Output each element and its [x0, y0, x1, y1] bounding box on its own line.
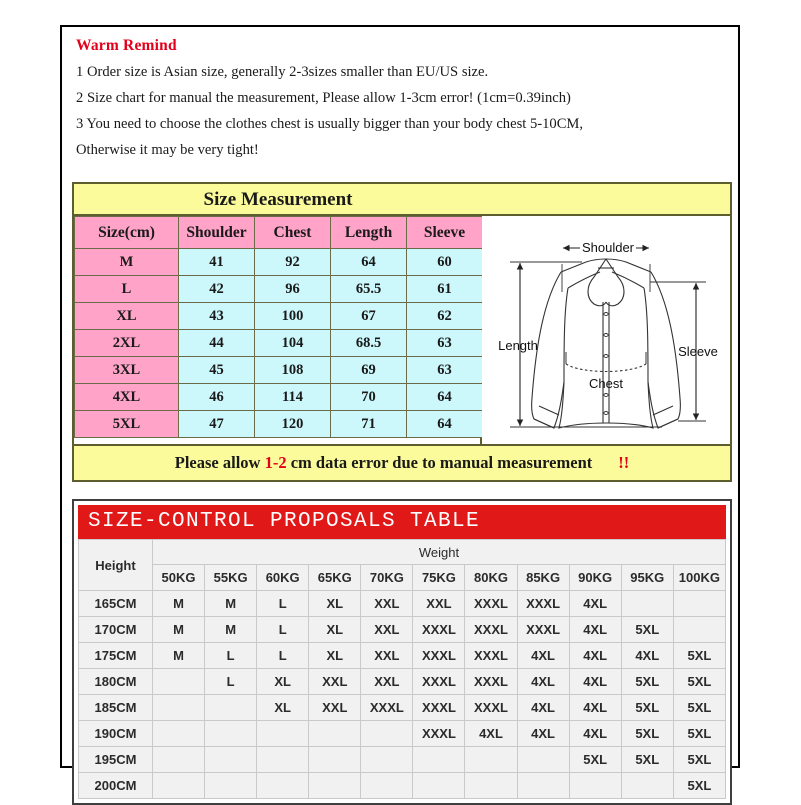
cell-size: XXL [413, 591, 465, 617]
cell-size: 5XL [569, 747, 621, 773]
cell-size: XXXL [413, 695, 465, 721]
cell-size: XXL [309, 669, 361, 695]
row-header-height: 185CM [79, 695, 153, 721]
cell-size [413, 747, 465, 773]
table-row [75, 411, 483, 438]
cell-shoulder: 41 [179, 249, 255, 276]
warm-remind-line-2: 2 Size chart for manual the measurement, Please allow 1-3cm error! (1cm=0.39inch) [76, 90, 571, 106]
header-weight-55kg: 55KG [205, 565, 257, 591]
cell-size [309, 747, 361, 773]
cell-length: 69 [331, 357, 407, 384]
table-row [79, 695, 726, 721]
cell-chest: 114 [255, 384, 331, 411]
control-header-row-kg [79, 565, 726, 591]
cell-size: 4XL [517, 721, 569, 747]
cell-size: XL [309, 617, 361, 643]
row-header-height: 175CM [79, 643, 153, 669]
table-row [79, 591, 726, 617]
column-header-chest: Chest [255, 217, 331, 249]
cell-size [673, 591, 725, 617]
header-weight: Weight [153, 540, 726, 565]
cell-size [257, 773, 309, 799]
cell-size: XXL [361, 591, 413, 617]
cell-size [621, 773, 673, 799]
cell-size [517, 773, 569, 799]
cell-length: 65.5 [331, 276, 407, 303]
table-row [79, 773, 726, 799]
cell-size [153, 773, 205, 799]
size-measurement-body [74, 216, 730, 444]
cell-size [361, 773, 413, 799]
cell-size: L [257, 591, 309, 617]
cell-size: 4XL [465, 721, 517, 747]
table-row [79, 643, 726, 669]
cell-size: L [75, 276, 179, 303]
shirt-diagram-svg [482, 216, 730, 444]
cell-size: M [205, 617, 257, 643]
cell-size: 3XL [75, 357, 179, 384]
cell-size [465, 747, 517, 773]
cell-length: 71 [331, 411, 407, 438]
cell-size: XXXL [465, 669, 517, 695]
size-measurement-table-wrap [74, 216, 482, 444]
cell-size [153, 721, 205, 747]
footer-exclamation: !! [618, 453, 630, 472]
cell-size: 4XL [517, 695, 569, 721]
column-header-sleeve: Sleeve [407, 217, 483, 249]
header-weight-70kg: 70KG [361, 565, 413, 591]
cell-size: XL [75, 303, 179, 330]
cell-size: 4XL [569, 695, 621, 721]
cell-sleeve: 63 [407, 357, 483, 384]
cell-size [413, 773, 465, 799]
cell-sleeve: 62 [407, 303, 483, 330]
cell-size: 4XL [569, 617, 621, 643]
cell-size: XL [309, 591, 361, 617]
table-row [75, 330, 483, 357]
cell-size: XXXL [413, 669, 465, 695]
cell-sleeve: 64 [407, 411, 483, 438]
column-header-length: Length [331, 217, 407, 249]
cell-size [257, 747, 309, 773]
shirt-outline [532, 259, 681, 428]
cell-size: M [153, 643, 205, 669]
cell-length: 67 [331, 303, 407, 330]
cell-chest: 100 [255, 303, 331, 330]
control-header-row-weight [79, 540, 726, 565]
header-weight-80kg: 80KG [465, 565, 517, 591]
size-measurement-body-rows [75, 249, 483, 438]
cell-shoulder: 43 [179, 303, 255, 330]
cell-size [205, 721, 257, 747]
cell-sleeve: 63 [407, 330, 483, 357]
cell-sleeve: 61 [407, 276, 483, 303]
size-control-table [78, 539, 726, 799]
size-control-banner: SIZE-CONTROL PROPOSALS TABLE [78, 505, 726, 539]
cell-size [361, 747, 413, 773]
cell-shoulder: 44 [179, 330, 255, 357]
size-measurement-block [72, 182, 732, 482]
control-table-body [79, 591, 726, 799]
shoulder-label: Shoulder [581, 240, 635, 255]
table-row [75, 276, 483, 303]
cell-size: 4XL [569, 591, 621, 617]
cell-size: M [153, 617, 205, 643]
table-row [79, 617, 726, 643]
cell-size [257, 721, 309, 747]
footer-text-after: cm data error due to manual measurement [286, 453, 593, 472]
header-weight-95kg: 95KG [621, 565, 673, 591]
cell-size [153, 747, 205, 773]
cell-shoulder: 46 [179, 384, 255, 411]
cell-size: 2XL [75, 330, 179, 357]
table-row [75, 303, 483, 330]
cell-size: 5XL [673, 669, 725, 695]
chest-measure-line [566, 364, 646, 372]
footer-text-before: Please allow [174, 453, 265, 472]
cell-size [205, 747, 257, 773]
cell-size: XXXL [465, 591, 517, 617]
cell-size: XXXL [465, 617, 517, 643]
column-header-size: Size(cm) [75, 217, 179, 249]
cell-size: 4XL [517, 669, 569, 695]
cell-size: 5XL [621, 617, 673, 643]
cell-size [361, 721, 413, 747]
cell-size: XXXL [517, 591, 569, 617]
size-control-block [72, 499, 732, 805]
cell-size: L [205, 669, 257, 695]
header-height: Height [79, 540, 153, 591]
row-header-height: 180CM [79, 669, 153, 695]
warm-remind-line-3: 3 You need to choose the clothes chest is usually bigger than your body chest 5-10CM, [76, 116, 584, 132]
cell-size: XXXL [465, 643, 517, 669]
cell-size: 4XL [569, 669, 621, 695]
table-row [75, 357, 483, 384]
cell-size: XXL [309, 695, 361, 721]
cell-size: 5XL [621, 721, 673, 747]
table-row [79, 721, 726, 747]
footer-highlight: 1-2 [264, 453, 287, 472]
cell-sleeve: 60 [407, 249, 483, 276]
header-weight-60kg: 60KG [257, 565, 309, 591]
warm-remind-block [76, 33, 726, 163]
cell-size: XXL [361, 617, 413, 643]
warm-remind-title: Warm Remind [76, 37, 177, 54]
cell-size: XXL [361, 669, 413, 695]
cell-size: 4XL [621, 643, 673, 669]
cell-size: 5XL [621, 747, 673, 773]
size-measurement-table [74, 216, 483, 438]
cell-size: M [153, 591, 205, 617]
length-label: Length [498, 338, 538, 353]
cell-size [309, 773, 361, 799]
cell-size [153, 695, 205, 721]
cell-length: 70 [331, 384, 407, 411]
cell-size: 5XL [673, 643, 725, 669]
cell-size: 4XL [75, 384, 179, 411]
cell-size [621, 591, 673, 617]
table-header-row [75, 217, 483, 249]
cell-shoulder: 47 [179, 411, 255, 438]
column-header-shoulder: Shoulder [179, 217, 255, 249]
cell-size: XL [257, 695, 309, 721]
outer-frame [60, 25, 740, 793]
row-header-height: 200CM [79, 773, 153, 799]
cell-size: XL [309, 643, 361, 669]
warm-remind-line-4: Otherwise it may be very tight! [76, 142, 259, 158]
chest-label: Chest [589, 376, 623, 391]
cell-chest: 96 [255, 276, 331, 303]
cell-size [205, 773, 257, 799]
table-row [79, 669, 726, 695]
cell-size: L [257, 617, 309, 643]
table-row [75, 384, 483, 411]
cell-size: 5XL [621, 669, 673, 695]
header-weight-90kg: 90KG [569, 565, 621, 591]
cell-size [309, 721, 361, 747]
cell-size [153, 669, 205, 695]
cell-size [517, 747, 569, 773]
cell-size [673, 617, 725, 643]
cell-chest: 108 [255, 357, 331, 384]
size-measurement-title: Size Measurement [74, 184, 730, 216]
cell-size [465, 773, 517, 799]
shirt-measurement-diagram [482, 216, 730, 444]
sleeve-label: Sleeve [678, 344, 718, 359]
table-row [75, 249, 483, 276]
cell-size: XXXL [361, 695, 413, 721]
cell-size: XXXL [413, 643, 465, 669]
cell-size: L [205, 643, 257, 669]
cell-size: 5XL [75, 411, 179, 438]
table-row [79, 747, 726, 773]
cell-shoulder: 42 [179, 276, 255, 303]
cell-size [569, 773, 621, 799]
cell-size: 5XL [673, 721, 725, 747]
header-weight-85kg: 85KG [517, 565, 569, 591]
cell-size: M [75, 249, 179, 276]
cell-size [205, 695, 257, 721]
header-weight-65kg: 65KG [309, 565, 361, 591]
cell-chest: 104 [255, 330, 331, 357]
cell-length: 64 [331, 249, 407, 276]
warm-remind-line-1: 1 Order size is Asian size, generally 2-3sizes smaller than EU/US size. [76, 64, 489, 80]
cell-size: XXXL [517, 617, 569, 643]
header-weight-100kg: 100KG [673, 565, 725, 591]
cell-size: 5XL [673, 747, 725, 773]
row-header-height: 165CM [79, 591, 153, 617]
header-weight-50kg: 50KG [153, 565, 205, 591]
row-header-height: 195CM [79, 747, 153, 773]
cell-size: XXXL [465, 695, 517, 721]
row-header-height: 190CM [79, 721, 153, 747]
cell-size: XXXL [413, 617, 465, 643]
header-weight-75kg: 75KG [413, 565, 465, 591]
cell-chest: 120 [255, 411, 331, 438]
cell-shoulder: 45 [179, 357, 255, 384]
cell-length: 68.5 [331, 330, 407, 357]
button-icons [604, 313, 608, 415]
cell-sleeve: 64 [407, 384, 483, 411]
cell-size: XXXL [413, 721, 465, 747]
cell-size: XXL [361, 643, 413, 669]
cell-size: 4XL [569, 721, 621, 747]
cell-size: 5XL [673, 773, 725, 799]
cell-size: M [205, 591, 257, 617]
chest-side-ticks [566, 352, 646, 364]
cell-chest: 92 [255, 249, 331, 276]
cell-size: 5XL [673, 695, 725, 721]
cell-size: 5XL [621, 695, 673, 721]
cell-size: 4XL [517, 643, 569, 669]
row-header-height: 170CM [79, 617, 153, 643]
measurement-footer-note [74, 444, 730, 480]
cell-size: 4XL [569, 643, 621, 669]
cell-size: L [257, 643, 309, 669]
cell-size: XL [257, 669, 309, 695]
